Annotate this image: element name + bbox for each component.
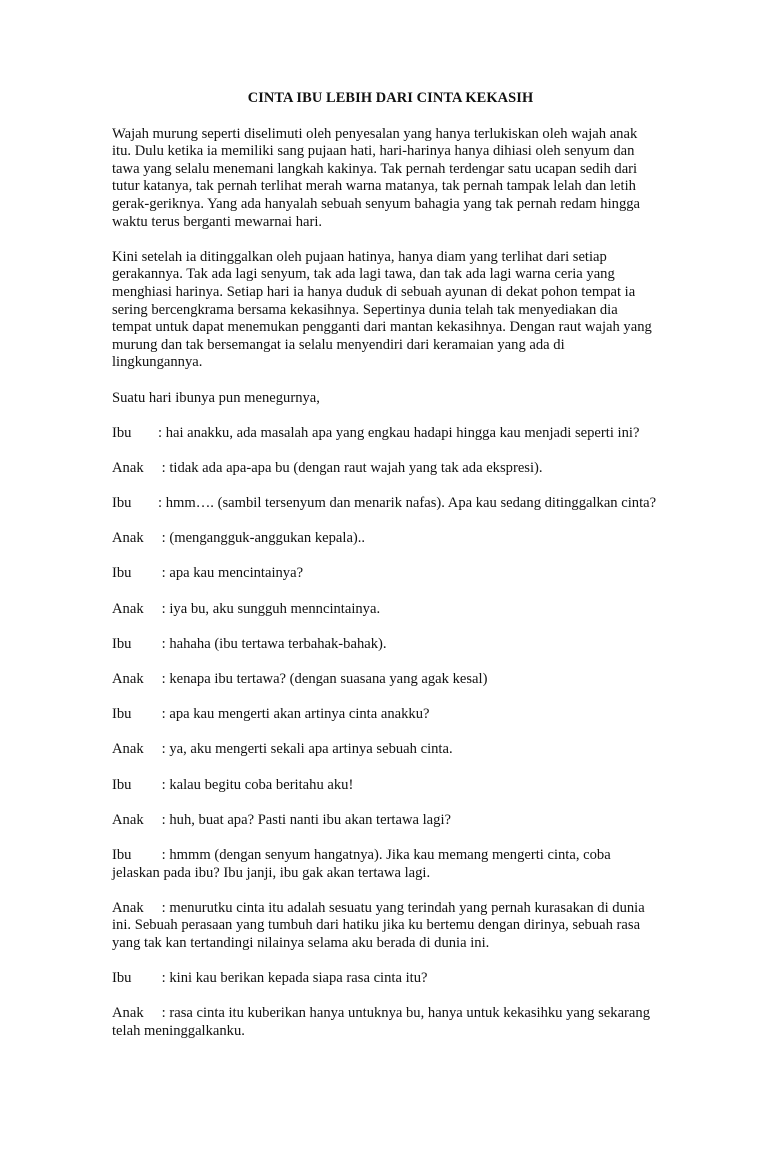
dialogue-line (112, 1005, 657, 1040)
speaker-label: Anak (112, 1005, 144, 1022)
speaker-label: Anak (112, 530, 144, 547)
dialogue-line (112, 530, 657, 548)
document-body (112, 90, 657, 1058)
dialogue-text: : (mengangguk-anggukan kepala).. (158, 530, 366, 547)
dialogue-text: : hai anakku, ada masalah apa yang engkau hadapi hingga kau menjadi seperti ini? (158, 424, 640, 441)
dialogue-line (112, 636, 657, 654)
dialogue-line (112, 425, 657, 443)
dialogue-text: : kalau begitu coba beritahu aku! (158, 776, 354, 793)
dialogue-line (112, 706, 657, 724)
speaker-label: Ibu (112, 495, 132, 512)
speaker-label: Ibu (112, 424, 132, 441)
dialogue-text: : hmm…. (sambil tersenyum dan menarik nafas). Apa kau sedang ditinggalkan cinta? (158, 495, 657, 512)
dialogue-text: : apa kau mengerti akan artinya cinta anakku? (158, 706, 430, 723)
speaker-label: Ibu (112, 635, 132, 652)
speaker-label: Ibu (112, 970, 132, 987)
dialogue-line (112, 900, 657, 953)
speaker-label: Anak (112, 459, 144, 476)
speaker-label: Anak (112, 741, 144, 758)
speaker-label: Ibu (112, 706, 132, 723)
dialogue-text: : ya, aku mengerti sekali apa artinya sebuah cinta. (158, 741, 453, 758)
dialogue-line (112, 812, 657, 830)
dialogue-line (112, 777, 657, 795)
speaker-label: Ibu (112, 846, 132, 863)
paragraph: Wajah murung seperti diselimuti oleh penyesalan yang hanya terlukiskan oleh wajah anak itu. Dulu ketika ia memiliki sang pujaan hati, hari-harinya hanya dihiasi oleh senyum dan tawa yang selalu menemani langkah kakinya. Tak pernah terdengar satu ucapan sedih dari tutur katanya, tak pernah terlihat merah warna matanya, tak pernah tampak lelah dan letih gerak-geriknya. Yang ada hanyalah sebuah senyum bahagia yang tak pernah redam hingga waktu terus berganti mewarnai hari. (112, 125, 641, 230)
dialogue-text: : menurutku cinta itu adalah sesuatu yang terindah yang pernah kurasakan di dunia ini. Sebuah perasaan yang tumbuh dari hatiku jika ku bertemu dengan dirinya, sebuah rasa yang tak kan tertandingi nilainya selama aku berada di dunia ini. (112, 899, 645, 951)
dialogue-line (112, 565, 657, 583)
speaker-label: Anak (112, 600, 144, 617)
dialogue-text: : rasa cinta itu kuberikan hanya untuknya bu, hanya untuk kekasihku yang sekarang telah meninggalkanku. (112, 1005, 650, 1039)
dialogue-text: : kenapa ibu tertawa? (dengan suasana yang agak kesal) (158, 671, 488, 687)
dialogue-line (112, 460, 657, 478)
dialogue-line (112, 970, 657, 988)
dialogue-text: : hmmm (dengan senyum hangatnya). Jika kau memang mengerti cinta, coba jelaskan pada ibu? Ibu janji, ibu gak akan tertawa lagi. (112, 846, 611, 881)
dialogue-text: : hahaha (ibu tertawa terbahak-bahak). (158, 635, 387, 652)
speaker-label: Anak (112, 811, 144, 828)
dialogue-text: : apa kau mencintainya? (158, 565, 304, 582)
dialogue-line (112, 601, 657, 619)
speaker-label: Anak (112, 671, 144, 687)
dialogue-line (112, 671, 657, 689)
speaker-label: Ibu (112, 776, 132, 793)
dialogue-text: : huh, buat apa? Pasti nanti ibu akan tertawa lagi? (158, 811, 451, 828)
speaker-label: Anak (112, 899, 144, 916)
dialogue-line (112, 741, 657, 759)
dialogue-text: : tidak ada apa-apa bu (dengan raut wajah yang tak ada ekspresi). (158, 459, 543, 476)
speaker-label: Ibu (112, 565, 132, 582)
dialogue-line (112, 495, 657, 513)
document-title: CINTA IBU LEBIH DARI CINTA KEKASIH (247, 90, 534, 106)
dialogue-line (112, 847, 657, 882)
dialogue-text: : kini kau berikan kepada siapa rasa cinta itu? (158, 970, 428, 987)
paragraph: Kini setelah ia ditinggalkan oleh pujaan hatinya, hanya diam yang terlihat dari setiap gerakannya. Tak ada lagi senyum, tak ada lagi tawa, dan tak ada lagi warna ceria yang menghiasi harinya. Setiap hari ia hanya duduk di sebuah ayunan di dekat pohon tempat ia sering bercengkrama bersama kekasihnya. Sepertinya dunia telah tak menyediakan dia tempat untuk dapat menemukan pengganti dari mantan kekasihnya. Dengan raut wajah yang murung dan tak bersemangat ia selalu menyendiri dari keramaian yang ada di lingkungannya. (112, 248, 652, 371)
dialogue-text: : iya bu, aku sungguh menncintainya. (158, 600, 381, 617)
paragraph: Suatu hari ibunya pun menegurnya, (112, 389, 320, 406)
